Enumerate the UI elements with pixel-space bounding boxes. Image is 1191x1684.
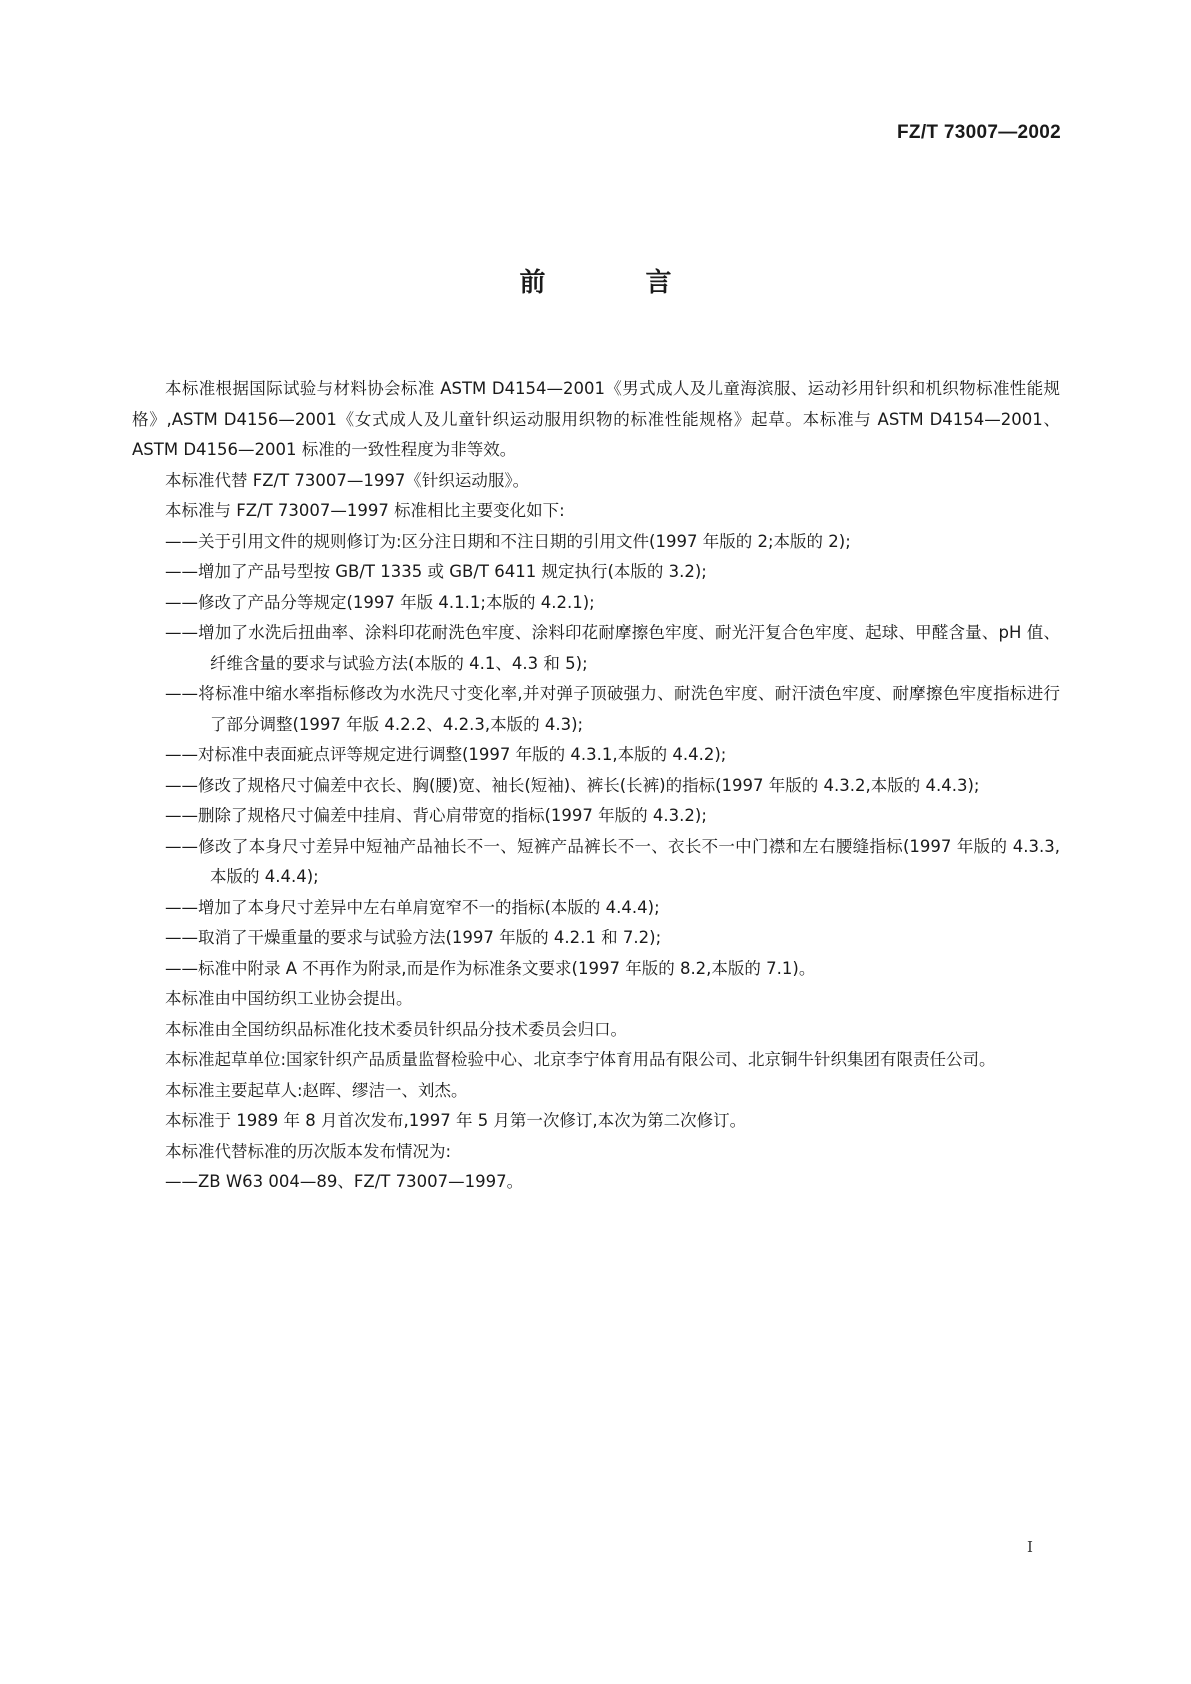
foreword-body	[132, 374, 1060, 1198]
paragraph-release-history: 本标准于 1989 年 8 月首次发布,1997 年 5 月第一次修订,本次为第二次修订。	[165, 1111, 747, 1130]
change-item: ——将标准中缩水率指标修改为水洗尺寸变化率,并对弹子顶破强力、耐洗色牢度、耐汗渍色牢度、耐摩擦色牢度指标进行了部分调整(1997 年版 4.2.2、4.2.3,本版的 4.3);	[165, 684, 1060, 734]
paragraph-drafting-units: 本标准起草单位:国家针织产品质量监督检验中心、北京李宁体育用品有限公司、北京铜牛针织集团有限责任公司。	[165, 1050, 996, 1069]
change-item: ——增加了本身尺寸差异中左右单肩宽窄不一的指标(本版的 4.4.4);	[165, 897, 660, 917]
page-title	[0, 262, 1191, 299]
change-item: ——修改了产品分等规定(1997 年版 4.1.1;本版的 4.2.1);	[165, 592, 595, 612]
change-item: ——修改了本身尺寸差异中短袖产品袖长不一、短裤产品裤长不一、衣长不一中门襟和左右腰缝指标(1997 年版的 4.3.3,本版的 4.4.4);	[165, 836, 1060, 886]
change-item: ——修改了规格尺寸偏差中衣长、胸(腰)宽、袖长(短袖)、裤长(长裤)的指标(1997 年版的 4.3.2,本版的 4.4.3);	[165, 775, 980, 795]
paragraph-proposer: 本标准由中国纺织工业协会提出。	[165, 989, 413, 1008]
change-item: ——关于引用文件的规则修订为:区分注日期和不注日期的引用文件(1997 年版的 2;本版的 2);	[165, 531, 851, 551]
previous-editions-item: ——ZB W63 004—89、FZ/T 73007—1997。	[165, 1172, 524, 1191]
paragraph-changes-intro: 本标准与 FZ/T 73007—1997 标准相比主要变化如下:	[165, 501, 565, 520]
change-list	[132, 527, 1060, 985]
paragraph-drafters: 本标准主要起草人:赵晖、缪洁一、刘杰。	[165, 1080, 468, 1100]
change-item: ——增加了产品号型按 GB/T 1335 或 GB/T 6411 规定执行(本版的 3.2);	[165, 562, 707, 581]
change-item: ——取消了干燥重量的要求与试验方法(1997 年版的 4.2.1 和 7.2);	[165, 928, 662, 947]
change-item: ——标准中附录 A 不再作为附录,而是作为标准条文要求(1997 年版的 8.2,本版的 7.1)。	[165, 958, 816, 978]
paragraph-replaces: 本标准代替 FZ/T 73007—1997《针织运动服》。	[165, 470, 530, 490]
change-item: ——删除了规格尺寸偏差中挂肩、背心肩带宽的指标(1997 年版的 4.3.2);	[165, 806, 707, 825]
page-number: I	[1027, 1538, 1033, 1556]
paragraph-previous-editions: 本标准代替标准的历次版本发布情况为:	[165, 1141, 452, 1161]
change-item: ——对标准中表面疵点评等规定进行调整(1997 年版的 4.3.1,本版的 4.4.2);	[165, 745, 727, 764]
paragraph-basis: 本标准根据国际试验与材料协会标准 ASTM D4154—2001《男式成人及儿童海滨服、运动衫用针织和机织物标准性能规格》,ASTM D4156—2001《女式成人及儿童针织运动服用织物的标准性能规格》起草。本标准与 ASTM D4154—2001、ASTM D4156—2001 标准的一致性程度为非等效。	[132, 379, 1060, 459]
page-title-part-2: 言	[645, 268, 672, 298]
paragraph-centralized: 本标准由全国纺织品标准化技术委员针织品分技术委员会归口。	[165, 1019, 627, 1039]
change-item: ——增加了水洗后扭曲率、涂料印花耐洗色牢度、涂料印花耐摩擦色牢度、耐光汗复合色牢度、起球、甲醛含量、pH 值、纤维含量的要求与试验方法(本版的 4.1、4.3 和 5);	[165, 623, 1060, 673]
standard-code: FZ/T 73007—2002	[897, 122, 1061, 143]
page-title-part-1: 前	[519, 268, 546, 298]
